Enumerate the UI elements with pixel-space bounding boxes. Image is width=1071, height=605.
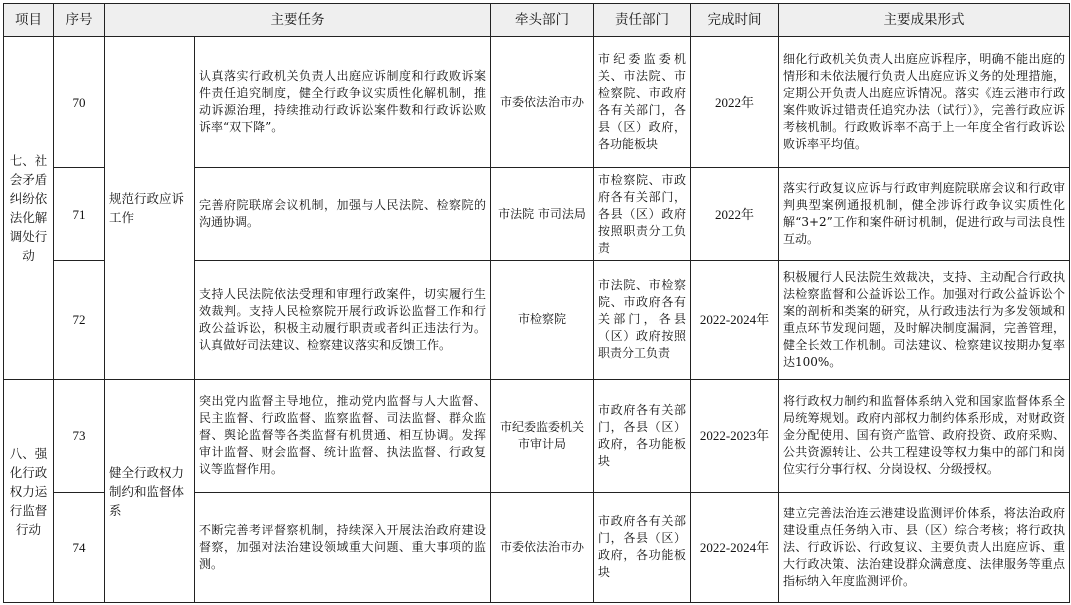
main-result: 细化行政机关负责人出庭应诉程序，明确不能出庭的情形和未依法履行负责人出庭应诉义务的处理措施，定期公开负责人出庭应诉情况。落实《连云港市行政案件败诉过错责任追究办法（试行）》，完善行政应诉考核机制。行政败诉率不高于上一年度全省行政诉讼败诉率平均值。 <box>779 37 1070 168</box>
row-number: 72 <box>54 260 105 379</box>
responsible-department: 市纪委监委机关、市法院、市检察院、市政府各有关部门，各县（区）政府，各功能板块 <box>594 37 691 168</box>
row-number: 74 <box>54 492 105 602</box>
header-number: 序号 <box>54 4 105 37</box>
project-cell <box>4 37 54 380</box>
row-number: 73 <box>54 380 105 492</box>
task-cell <box>105 37 195 380</box>
header-main-task: 主要任务 <box>105 4 491 37</box>
main-result: 积极履行人民法院生效裁决，支持、主动配合行政执法检察监督和公益诉讼工作。加强对行政公益诉讼个案的剖析和类案的研究，从行政违法行为多发领域和重点环节发现问题，及时解决制度漏洞，完善管理，健全长效工作机制。司法建议、检察建议按期办复率达100%。 <box>779 260 1070 379</box>
responsible-department: 市检察院、市政府各有关部门，各县（区）政府按照职责分工负责 <box>594 168 691 260</box>
responsible-department: 市法院、市检察院、市政府各有关部门，各县（区）政府按照职责分工负责 <box>594 260 691 379</box>
task-table <box>3 3 1070 603</box>
completion-time: 2022-2024年 <box>691 492 779 602</box>
responsible-department: 市政府各有关部门，各县（区）政府，各功能板块 <box>594 380 691 492</box>
task-detail: 突出党内监督主导地位，推动党内监督与人大监督、民主监督、行政监督、监察监督、司法监督、群众监督、舆论监督等各类监督有机贯通、相互协调。发挥审计监督、财会监督、统计监督、执法监督、行政复议等监督作用。 <box>195 380 491 492</box>
table-row <box>4 380 1070 492</box>
row-number: 70 <box>54 37 105 168</box>
completion-time: 2022年 <box>691 37 779 168</box>
header-responsible-department: 责任部门 <box>594 4 691 37</box>
task-cell <box>105 380 195 603</box>
header-completion-time: 完成时间 <box>691 4 779 37</box>
project-label: 七、社会矛盾纠纷依法化解调处行动 <box>9 153 48 264</box>
header-row <box>4 4 1070 37</box>
header-lead-department: 牵头部门 <box>491 4 594 37</box>
lead-department: 市检察院 <box>491 260 594 379</box>
project-cell <box>4 380 54 603</box>
task-detail: 支持人民法院依法受理和审理行政案件，切实履行生效裁判。支持人民检察院开展行政诉讼监督工作和行政公益诉讼，积极主动履行职责或者纠正违法行为。认真做好司法建议、检察建议落实和反馈工作。 <box>195 260 491 379</box>
main-result: 建立完善法治连云港建设监测评价体系，将法治政府建设重点任务纳入市、县（区）综合考核；将行政执法、行政诉讼、行政复议、主要负责人出庭应诉、重大行政决策、法治建设群众满意度、法律服务等重点指标纳入年度监测评价。 <box>779 492 1070 602</box>
table-row <box>4 37 1070 168</box>
row-number: 71 <box>54 168 105 260</box>
lead-department: 市委依法治市办 <box>491 37 594 168</box>
task-label: 健全行政权力制约和监督体系 <box>109 464 185 518</box>
task-detail: 认真落实行政机关负责人出庭应诉制度和行政败诉案件责任追究制度，健全行政争议实质性化解机制，推动诉源治理，持续推动行政诉讼案件数和行政诉讼败诉率“双下降”。 <box>195 37 491 168</box>
task-detail: 完善府院联席会议机制，加强与人民法院、检察院的沟通协调。 <box>195 168 491 260</box>
main-result: 落实行政复议应诉与行政审判庭院联席会议和行政审判典型案例通报机制，健全涉诉行政争议实质性化解“3+2”工作和案件研讨机制，促进行政与司法良性互动。 <box>779 168 1070 260</box>
responsible-department: 市政府各有关部门，各县（区）政府，各功能板块 <box>594 492 691 602</box>
completion-time: 2022-2024年 <box>691 260 779 379</box>
header-main-results: 主要成果形式 <box>779 4 1070 37</box>
header-project: 项目 <box>4 4 54 37</box>
completion-time: 2022-2023年 <box>691 380 779 492</box>
task-label: 规范行政应诉工作 <box>109 191 185 226</box>
lead-department: 市纪委监委机关 市审计局 <box>491 380 594 492</box>
lead-department: 市法院 市司法局 <box>491 168 594 260</box>
completion-time: 2022年 <box>691 168 779 260</box>
lead-department: 市委依法治市办 <box>491 492 594 602</box>
main-result: 将行政权力制约和监督体系纳入党和国家监督体系全局统筹规划。政府内部权力制约体系形成，对财政资金分配使用、国有资产监管、政府投资、政府采购、公共资源转让、公共工程建设等权力集中的部门和岗位实行分事行权、分岗设权、分级授权。 <box>779 380 1070 492</box>
project-label: 八、强化行政权力运行监督行动 <box>9 445 48 537</box>
task-detail: 不断完善考评督察机制，持续深入开展法治政府建设督察，加强对法治建设领域重大问题、重大事项的监测。 <box>195 492 491 602</box>
